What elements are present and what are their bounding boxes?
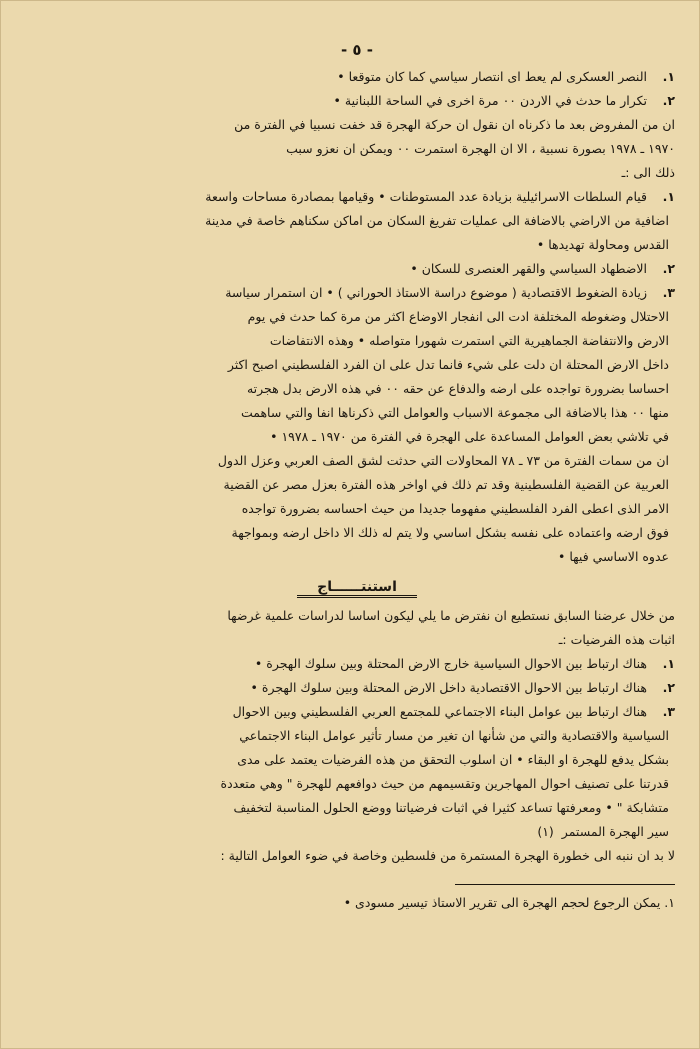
text-line: اثبات هذه الفرضيات :ـ bbox=[558, 632, 675, 647]
text-line: اضافية من الاراضي بالاضافة الى عمليات تفريغ السكان من اماكن سكناهم خاصة في مدينة bbox=[205, 213, 669, 228]
conclusion-heading: استنتــــــاج bbox=[317, 579, 397, 595]
document-page bbox=[39, 41, 675, 915]
item-text: قيام السلطات الاسرائيلية بزيادة عدد المستوطنات • وقيامها بمصادرة مساحات واسعة bbox=[205, 189, 647, 204]
text-line: قدرتنا على تصنيف احوال المهاجرين وتقسيمهم من حيث دوافعهم للهجرة " وهي متعددة bbox=[220, 776, 669, 791]
item-text: هناك ارتباط بين عوامل البناء الاجتماعي للمجتمع العربي الفلسطيني وبين الاحوال bbox=[232, 704, 647, 719]
item-text: هناك ارتباط بين الاحوال الاقتصادية داخل الارض المحتلة وبين سلوك الهجرة • bbox=[250, 680, 647, 695]
text-line: العربية عن القضية الفلسطينية وقد تم ذلك في اواخر هذه الفترة بعزل مصر عن القضية bbox=[223, 477, 669, 492]
text-line: احساسا بضرورة تواجده على ارضه والدفاع عن حقه ٠٠ في هذه الارض بدل هجرته bbox=[246, 381, 669, 396]
closing-line: لا بد ان ننبه الى خطورة الهجرة المستمرة من فلسطين وخاصة في ضوء العوامل التالية : bbox=[220, 848, 675, 863]
item-number: ٢. bbox=[662, 261, 675, 276]
text-line: ان من سمات الفترة من ٧٣ ـ ٧٨ المحاولات التي حدثت لشق الصف العربي وعزل الدول bbox=[217, 453, 669, 468]
text-line: ١٩٧٠ ـ ١٩٧٨ بصورة نسبية ، الا ان الهجرة استمرت ٠٠ ويمكن ان نعزو سبب bbox=[286, 141, 675, 156]
text-line bbox=[39, 820, 675, 844]
item-number: ٢. bbox=[662, 93, 675, 108]
item-text: تكرار ما حدث في الاردن ٠٠ مرة اخرى في الساحة اللبنانية • bbox=[333, 93, 647, 108]
item-number: ١. bbox=[662, 69, 675, 84]
list-item bbox=[39, 281, 675, 305]
list-item bbox=[39, 700, 675, 724]
text-line: داخل الارض المحتلة ان دلت على شيء فانما تدل على ان الفرد الفلسطيني اصبح اكثر bbox=[227, 357, 669, 372]
list-item bbox=[39, 89, 675, 113]
footnote-reference: (١) bbox=[537, 824, 554, 839]
text-line: القدس ومحاولة تهديدها • bbox=[536, 237, 669, 252]
list-item bbox=[39, 676, 675, 700]
text-line: متشابكة " • ومعرفتها تساعد كثيرا في اثبات فرضياتنا ووضع الحلول المناسبة لتخفيف bbox=[233, 800, 669, 815]
item-text: الاضطهاد السياسي والقهر العنصرى للسكان • bbox=[410, 261, 647, 276]
list-item bbox=[39, 652, 675, 676]
list-item bbox=[39, 65, 675, 89]
footnote: ١. يمكن الرجوع لحجم الهجرة الى تقرير الاستاذ تيسير مسودى • bbox=[343, 895, 675, 910]
text-line: السياسية والاقتصادية والتي من شأنها ان تغير من مسار تأثير عوامل البناء الاجتماعي bbox=[239, 728, 669, 743]
hypotheses-list bbox=[39, 652, 675, 844]
footnote-separator bbox=[455, 884, 675, 885]
item-text: هناك ارتباط بين الاحوال السياسية خارج الارض المحتلة وبين سلوك الهجرة • bbox=[254, 656, 647, 671]
text-line: منها ٠٠ هذا بالاضافة الى مجموعة الاسباب والعوامل التي ذكرناها انفا والتي ساهمت bbox=[240, 405, 669, 420]
conclusion-intro bbox=[39, 604, 675, 652]
text-line: بشكل يدفع للهجرة او البقاء • ان اسلوب التحقق من هذه الفرضيات يعتمد على مدى bbox=[237, 752, 669, 767]
paragraph-migration bbox=[39, 113, 675, 185]
text-line: عدوه الاساسي فيها • bbox=[558, 549, 669, 564]
list-item bbox=[39, 185, 675, 209]
line-text: سير الهجرة المستمر bbox=[561, 824, 669, 839]
item-number: ٣. bbox=[662, 704, 675, 719]
item-number: ٣. bbox=[662, 285, 675, 300]
text-line: فوق ارضه واعتماده على نفسه بشكل اساسي ولا يتم له ذلك الا داخل ارضه وبمواجهة bbox=[231, 525, 669, 540]
text-line: الارض والانتفاضة الجماهيرية التي استمرت شهورا متواصله • وهذه الانتفاضات bbox=[269, 333, 669, 348]
top-items bbox=[39, 65, 675, 113]
heading-underline bbox=[297, 595, 417, 598]
list-item bbox=[39, 257, 675, 281]
text-line: ان من المفروض بعد ما ذكرناه ان نقول ان حركة الهجرة قد خفت نسبيا في الفترة من bbox=[234, 117, 675, 132]
text-line: الامر الذى اعطى الفرد الفلسطيني مفهوما جديدا من حيث احساسه بضرورة تواجده bbox=[241, 501, 669, 516]
text-line: من خلال عرضنا السابق نستطيع ان نفترض ما يلي ليكون اساسا لدراسات علمية غرضها bbox=[227, 608, 675, 623]
item-number: ١. bbox=[662, 189, 675, 204]
page-number: - ٥ - bbox=[340, 41, 374, 59]
reasons-list bbox=[39, 185, 675, 569]
item-number: ٢. bbox=[662, 680, 675, 695]
item-text: زيادة الضغوط الاقتصادية ( موضوع دراسة الاستاذ الحوراني ) • ان استمرار سياسة bbox=[225, 285, 647, 300]
item-number: ١. bbox=[662, 656, 675, 671]
text-line: في تلاشي بعض العوامل المساعدة على الهجرة في الفترة من ١٩٧٠ ـ ١٩٧٨ • bbox=[270, 429, 669, 444]
item-text: النصر العسكرى لم يعط اى انتصار سياسي كما كان متوقعا • bbox=[337, 69, 647, 84]
text-line: الاحتلال وضغوطه المختلفة ادت الى انفجار الاوضاع اكثر من مرة كما حدث في يوم bbox=[247, 309, 669, 324]
text-line: ذلك الى :ـ bbox=[621, 165, 675, 180]
